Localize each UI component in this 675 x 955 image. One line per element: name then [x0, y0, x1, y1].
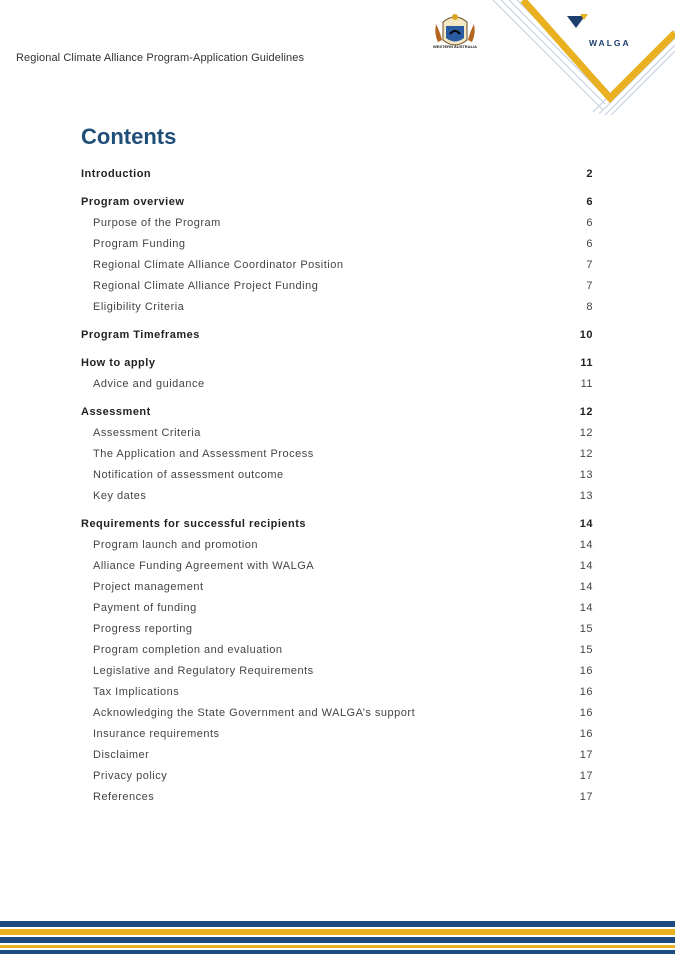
toc-section-entry[interactable]: [81, 325, 593, 346]
toc-page-number: 11: [580, 378, 593, 390]
toc-subsection-entry[interactable]: [81, 661, 593, 682]
crest-label: WESTERN AUSTRALIA: [432, 44, 478, 49]
walga-logo-text: WALGA: [589, 38, 631, 48]
toc-subsection-entry[interactable]: [81, 255, 593, 276]
toc-section-entry[interactable]: [81, 192, 593, 213]
toc-page-number: 12: [579, 406, 593, 418]
toc-subsection-label: Project management: [93, 581, 204, 593]
toc-subsection-label: Program Funding: [93, 238, 186, 250]
toc-page-number: 16: [579, 686, 593, 698]
toc-subsection-label: Regional Climate Alliance Project Funding: [93, 280, 319, 292]
toc-subsection-entry[interactable]: [81, 619, 593, 640]
toc-subsection-entry[interactable]: [81, 276, 593, 297]
toc-page-number: 16: [579, 707, 593, 719]
toc-subsection-label: Acknowledging the State Government and WALGA’s support: [93, 707, 416, 719]
toc-page-number: 14: [579, 539, 593, 551]
toc-page-number: 14: [579, 518, 593, 530]
toc-subsection-label: References: [93, 791, 155, 803]
document-header-title: Regional Climate Alliance Program-Application Guidelines: [16, 52, 305, 64]
toc-subsection-label: Regional Climate Alliance Coordinator Position: [93, 259, 344, 271]
toc-subsection-entry[interactable]: [81, 535, 593, 556]
toc-section-label: Assessment: [81, 406, 151, 418]
toc-page-number: 2: [586, 168, 593, 180]
toc-subsection-entry[interactable]: [81, 423, 593, 444]
toc-section-label: Program overview: [81, 196, 185, 208]
toc-subsection-entry[interactable]: [81, 787, 593, 808]
toc-subsection-entry[interactable]: [81, 703, 593, 724]
toc-page-number: 6: [586, 217, 593, 229]
toc-page-number: 13: [579, 469, 593, 481]
toc-subsection-entry[interactable]: [81, 745, 593, 766]
toc-subsection-label: Eligibility Criteria: [93, 301, 185, 313]
toc-page-number: 12: [579, 427, 593, 439]
toc-subsection-entry[interactable]: [81, 598, 593, 619]
toc-section-label: Requirements for successful recipients: [81, 518, 307, 530]
toc-subsection-label: Privacy policy: [93, 770, 168, 782]
toc-page-number: 17: [579, 791, 593, 803]
toc-subsection-label: Purpose of the Program: [93, 217, 221, 229]
toc-subsection-label: Insurance requirements: [93, 728, 220, 740]
toc-subsection-entry[interactable]: [81, 486, 593, 507]
toc-subsection-entry[interactable]: [81, 724, 593, 745]
corner-decoration: [475, 0, 675, 115]
toc-subsection-label: Payment of funding: [93, 602, 197, 614]
toc-subsection-label: Assessment Criteria: [93, 427, 201, 439]
toc-subsection-label: Program launch and promotion: [93, 539, 259, 551]
toc-subsection-label: Notification of assessment outcome: [93, 469, 284, 481]
footer-stripes: [0, 915, 675, 955]
toc-subsection-entry[interactable]: [81, 297, 593, 318]
toc-page-number: 15: [579, 623, 593, 635]
toc-subsection-label: Tax Implications: [93, 686, 180, 698]
toc-subsection-entry[interactable]: [81, 682, 593, 703]
toc-subsection-entry[interactable]: [81, 234, 593, 255]
toc-section-label: How to apply: [81, 357, 156, 369]
toc-page-number: 10: [579, 329, 593, 341]
toc-page-number: 14: [579, 560, 593, 572]
toc-page-number: 11: [580, 357, 593, 369]
toc-page-number: 6: [586, 196, 593, 208]
toc-section-label: Program Timeframes: [81, 329, 200, 341]
toc-subsection-entry[interactable]: [81, 766, 593, 787]
toc-subsection-label: Advice and guidance: [93, 378, 205, 390]
toc-subsection-entry[interactable]: [81, 213, 593, 234]
toc-page-number: 7: [586, 280, 593, 292]
toc-page-number: 16: [579, 665, 593, 677]
toc-subsection-entry[interactable]: [81, 465, 593, 486]
contents-heading: Contents: [81, 124, 177, 149]
toc-page-number: 13: [579, 490, 593, 502]
toc-page-number: 8: [586, 301, 593, 313]
toc-subsection-entry[interactable]: [81, 374, 593, 395]
toc-subsection-entry[interactable]: [81, 444, 593, 465]
toc-subsection-label: Program completion and evaluation: [93, 644, 283, 656]
toc-section-entry[interactable]: [81, 353, 593, 374]
toc-section-entry[interactable]: [81, 514, 593, 535]
toc-page-number: 16: [579, 728, 593, 740]
toc-page-number: 15: [579, 644, 593, 656]
toc-subsection-label: Disclaimer: [93, 749, 150, 761]
toc-page-number: 7: [586, 259, 593, 271]
toc-subsection-label: Key dates: [93, 490, 147, 502]
toc-subsection-label: The Application and Assessment Process: [93, 448, 314, 460]
toc-page-number: 17: [579, 770, 593, 782]
toc-page-number: 12: [579, 448, 593, 460]
toc-subsection-entry[interactable]: [81, 577, 593, 598]
toc-section-label: Introduction: [81, 168, 152, 180]
toc-page-number: 17: [579, 749, 593, 761]
toc-section-entry[interactable]: [81, 402, 593, 423]
toc-section-entry[interactable]: [81, 164, 593, 185]
toc-subsection-label: Alliance Funding Agreement with WALGA: [93, 560, 315, 572]
toc-page-number: 14: [579, 602, 593, 614]
toc-page-number: 14: [579, 581, 593, 593]
toc-subsection-entry[interactable]: [81, 556, 593, 577]
table-of-contents: [81, 164, 593, 808]
toc-page-number: 6: [586, 238, 593, 250]
toc-subsection-label: Progress reporting: [93, 623, 193, 635]
toc-subsection-entry[interactable]: [81, 640, 593, 661]
toc-subsection-label: Legislative and Regulatory Requirements: [93, 665, 314, 677]
